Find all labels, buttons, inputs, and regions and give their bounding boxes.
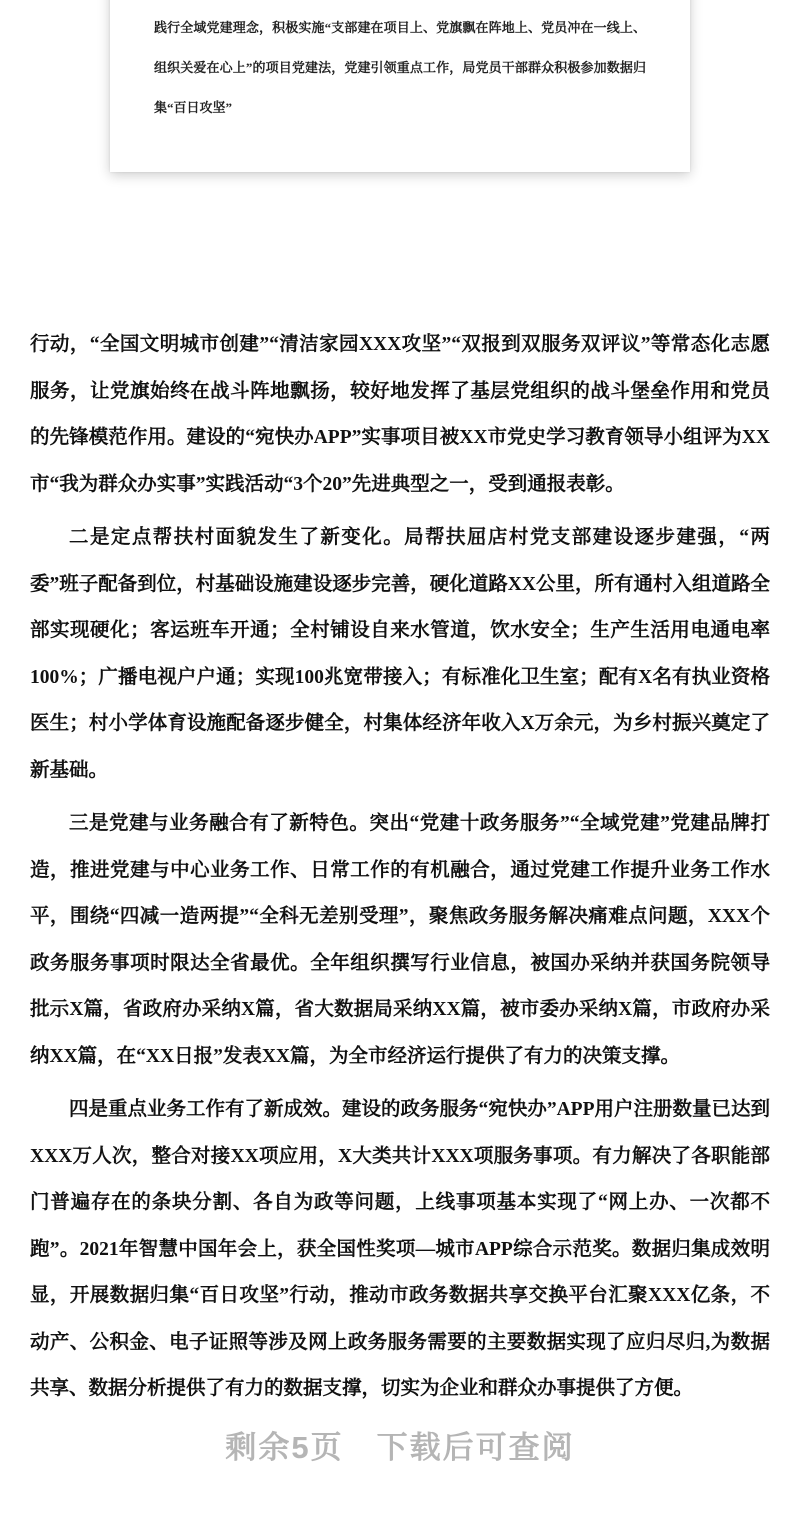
document-preview-card: [110, 0, 690, 172]
document-body: [30, 322, 770, 1420]
paragraph: 四是重点业务工作有了新成效。建设的政务服务“宛快办”APP用户注册数量已达到XXX万人次，整合对接XX项应用，X大类共计XXX项服务事项。有力解决了各职能部门普遍存在的条块分割、各自为政等问题，上线事项基本实现了“网上办、一次都不跑”。2021年智慧中国年会上，获全国性奖项—城市APP综合示范奖。数据归集成效明显，开展数据归集“百日攻坚”行动，推动市政务数据共享交换平台汇聚XXX亿条，不动产、公积金、电子证照等涉及网上政务服务需要的主要数据实现了应归尽归,为数据共享、数据分析提供了有力的数据支撑，切实为企业和群众办事提供了方便。: [30, 1099, 770, 1399]
paragraph: 行动，“全国文明城市创建”“清洁家园XXX攻坚”“双报到双服务双评议”等常态化志愿服务，让党旗始终在战斗阵地飘扬，较好地发挥了基层党组织的战斗堡垒作用和党员的先锋模范作用。建设的“宛快办APP”实事项目被XX市党史学习教育领导小组评为XX市“我为群众办实事”实践活动“3个20”先进典型之一，受到通报表彰。: [30, 334, 770, 495]
preview-card-text: 践行全域党建理念，积极实施“支部建在项目上、党旗飘在阵地上、党员冲在一线上、组织关爱在心上”的项目党建法，党建引领重点工作，局党员干部群众积极参加数据归集“百日攻坚”: [154, 20, 646, 115]
paragraph: 二是定点帮扶村面貌发生了新变化。局帮扶屈店村党支部建设逐步建强，“两委”班子配备到位，村基础设施建设逐步完善，硬化道路XX公里，所有通村入组道路全部实现硬化；客运班车开通；全村铺设自来水管道，饮水安全；生产生活用电通电率100%；广播电视户户通；实现100兆宽带接入；有标准化卫生室；配有X名有执业资格医生；村小学体育设施配备逐步健全，村集体经济年收入X万余元，为乡村振兴奠定了新基础。: [30, 527, 770, 781]
remaining-pages-note: 剩余5页 下载后可查阅: [225, 1430, 575, 1465]
paragraph: 三是党建与业务融合有了新特色。突出“党建十政务服务”“全域党建”党建品牌打造，推进党建与中心业务工作、日常工作的有机融合，通过党建工作提升业务工作水平，围绕“四减一造两提”“全科无差别受理”，聚焦政务服务解决痛难点问题，XXX个政务服务事项时限达全省最优。全年组织撰写行业信息，被国办采纳并获国务院领导批示X篇，省政府办采纳X篇，省大数据局采纳XX篇，被市委办采纳X篇，市政府办采纳XX篇，在“XX日报”发表XX篇，为全市经济运行提供了有力的决策支撑。: [30, 813, 770, 1067]
